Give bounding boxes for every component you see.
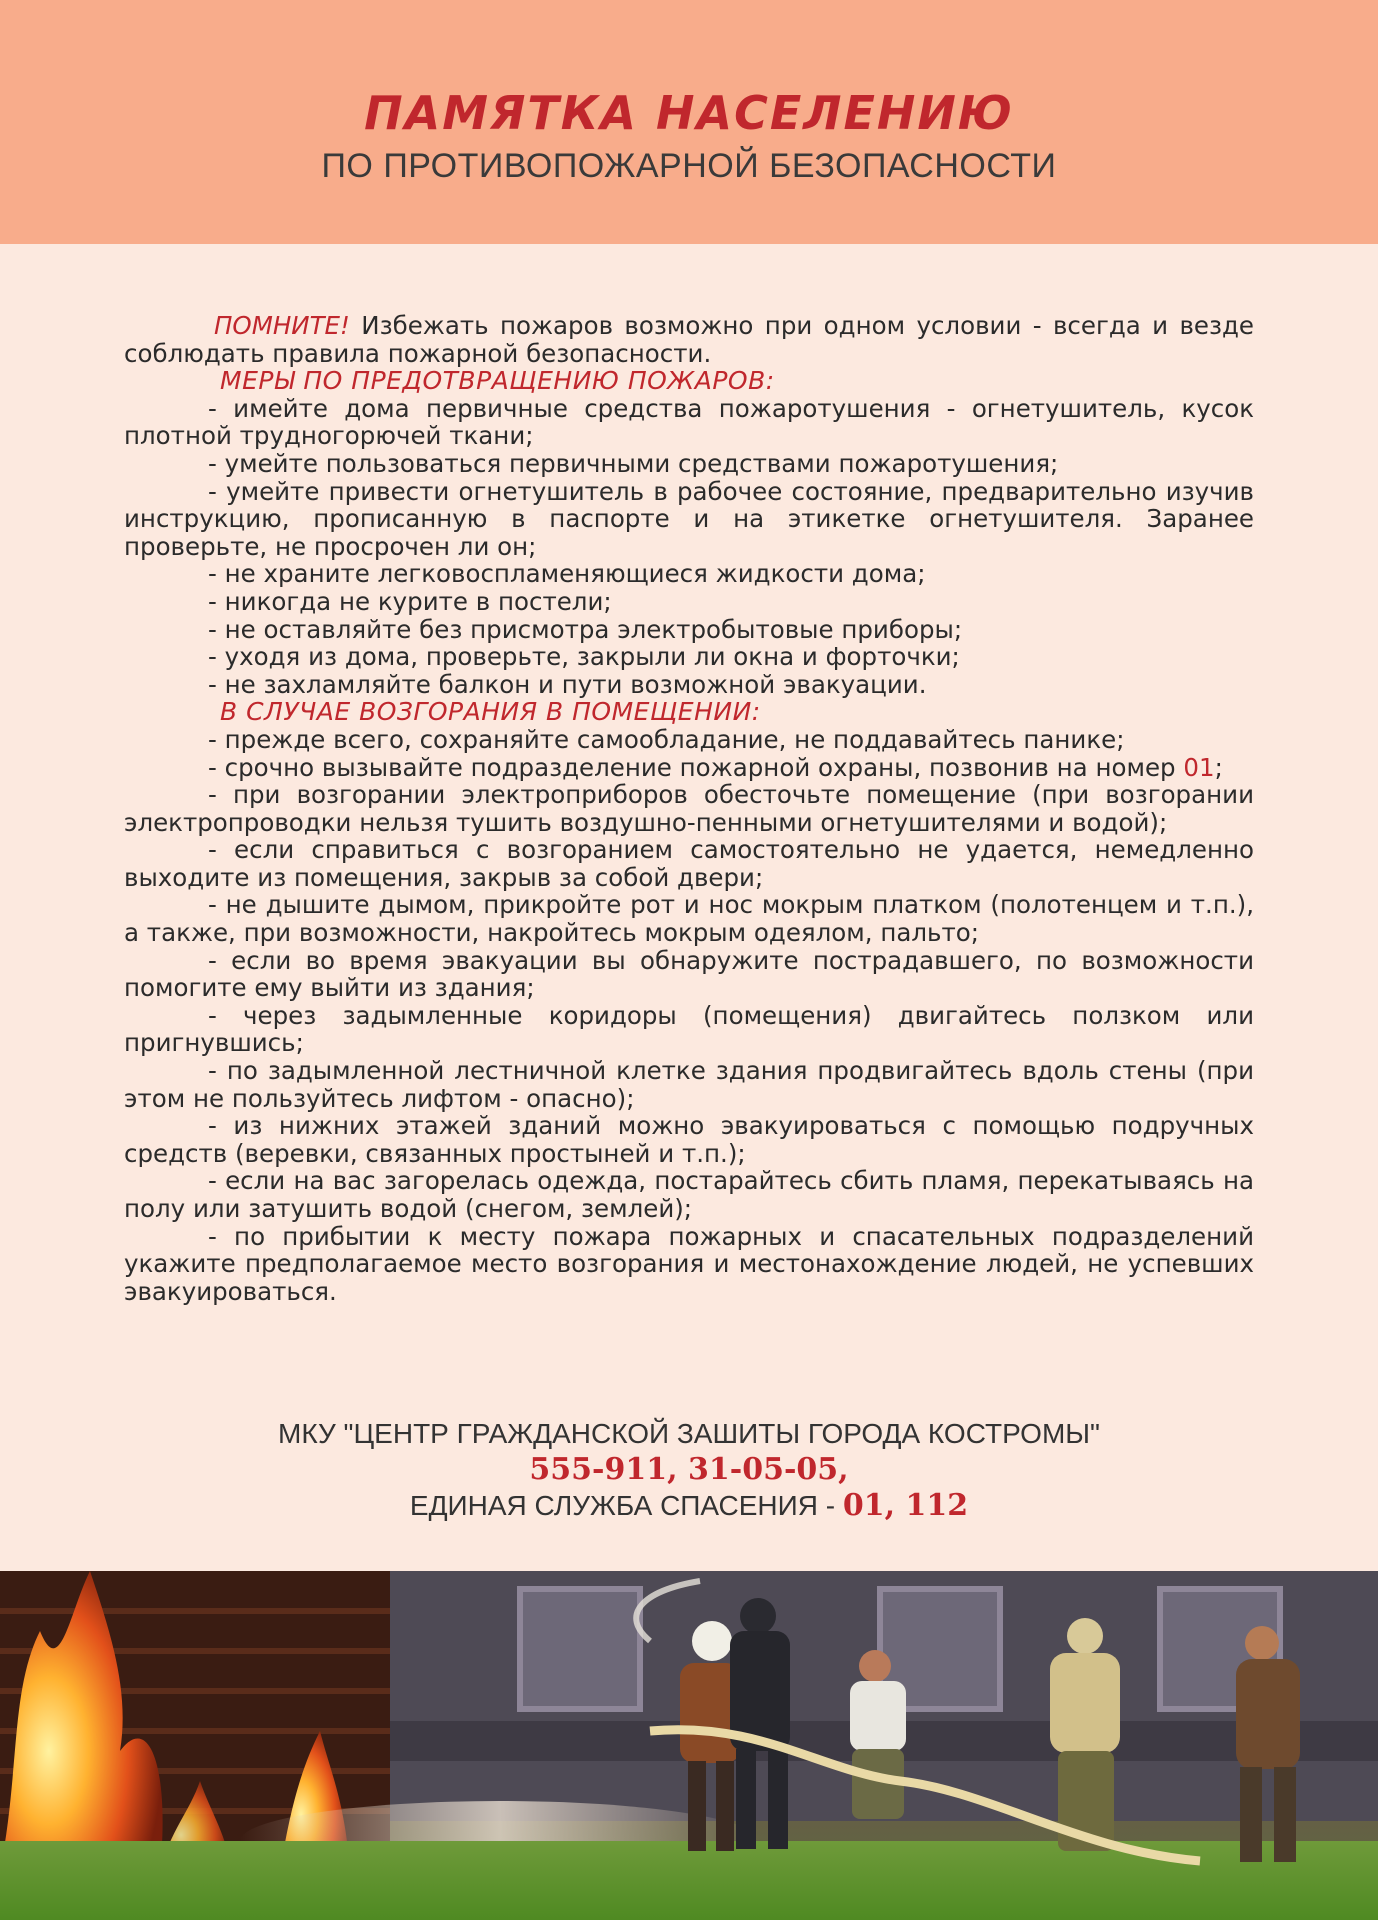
memo-body (124, 312, 1254, 1305)
phone-numbers: 555-911, 31-05-05, (529, 1452, 849, 1487)
header-banner (0, 0, 1378, 244)
fire-item: - по задымленной лестничной клетке здания продвигайтесь вдоль стены (при этом не пользуйтесь лифтом - опасно); (124, 1056, 1254, 1113)
fire-item-call-end: ; (1214, 752, 1223, 782)
prevention-item: - не захламляйте балкон и пути возможной эвакуации. (208, 669, 927, 699)
fire-item: - из нижних этажей зданий можно эвакуироваться с помощью подручных средств (веревки, связанных простыней и т.п.); (124, 1111, 1254, 1168)
prevention-item: - имейте дома первичные средства пожаротушения - огнетушитель, кусок плотной трудногорючей ткани; (124, 393, 1254, 451)
prevention-item: - уходя из дома, проверьте, закрыли ли окна и форточки; (208, 642, 960, 672)
organization-name: МКУ "ЦЕНТР ГРАЖДАНСКОЙ ЗАШИТЫ ГОРОДА КОСТРОМЫ" (278, 1418, 1100, 1449)
prevention-item: - не оставляйте без присмотра электробытовые приборы; (208, 614, 963, 644)
fire-item: - через задымленные коридоры (помещения) двигайтесь ползком или пригнувшись; (124, 1000, 1254, 1058)
intro-lead: ПОМНИТЕ! (214, 311, 350, 340)
firefighters-photo (0, 1571, 1378, 1920)
rescue-service-line (0, 1488, 1378, 1523)
fire-item-call-text: - срочно вызывайте подразделение пожарной охраны, позвонив на номер (208, 752, 1184, 782)
fire-item-call (124, 754, 1254, 782)
prevention-item: - умейте пользоваться первичными средствами пожаротушения; (208, 448, 1059, 478)
intro-text: Избежать пожаров возможно при одном условии - всегда и везде соблюдать правила пожарной безопасности. (124, 311, 1254, 368)
rescue-numbers: 01, 112 (842, 1488, 969, 1523)
prevention-item: - умейте привести огнетушитель в рабочее состояние, предварительно изучив инструкцию, прописанную в паспорте и на этикетке огнетушителя. Заранее проверьте, не просрочен ли он; (124, 476, 1254, 561)
fire-item: - по прибытии к месту пожара пожарных и спасательных подразделений укажите предполагаемое место возгорания и местонахождение людей, не успевших эвакуироваться. (124, 1221, 1254, 1306)
fire-item: - если во время эвакуации вы обнаружите пострадавшего, по возможности помогите ему выйти из здания; (124, 945, 1254, 1003)
prevention-heading: МЕРЫ ПО ПРЕДОТВРАЩЕНИЮ ПОЖАРОВ: (220, 366, 775, 396)
fire-item: - если на вас загорелась одежда, постарайтесь сбить пламя, перекатываясь на полу или затушить водой (снегом, землей); (124, 1166, 1254, 1223)
prevention-item: - никогда не курите в постели; (208, 586, 612, 616)
fire-item: - не дышите дымом, прикройте рот и нос мокрым платком (полотенцем и т.п.), а также, при возможности, накройтесь мокрым одеялом, пальто; (124, 890, 1254, 948)
prevention-item: - не храните легковоспламеняющиеся жидкости дома; (208, 559, 926, 589)
rescue-label: ЕДИНАЯ СЛУЖБА СПАСЕНИЯ - (409, 1490, 843, 1521)
fire-heading: В СЛУЧАЕ ВОЗГОРАНИЯ В ПОМЕЩЕНИИ: (220, 697, 761, 727)
page-subtitle: ПО ПРОТИВОПОЖАРНОЙ БЕЗОПАСНОСТИ (321, 147, 1057, 185)
fire-item: - при возгорании электроприборов обесточьте помещение (при возгорании электропроводки нельзя тушить воздушно-пенными огнетушителями и водой); (124, 780, 1254, 837)
intro-paragraph (124, 312, 1254, 367)
fire-item: - если справиться с возгоранием самостоятельно не удается, немедленно выходите из помещения, закрыв за собой двери; (124, 835, 1254, 892)
fire-item: - прежде всего, сохраняйте самообладание, не поддавайтесь панике; (208, 724, 1125, 754)
fire-number: 01 (1183, 752, 1215, 782)
page-title: ПАМЯТКА НАСЕЛЕНИЮ (364, 86, 1014, 140)
